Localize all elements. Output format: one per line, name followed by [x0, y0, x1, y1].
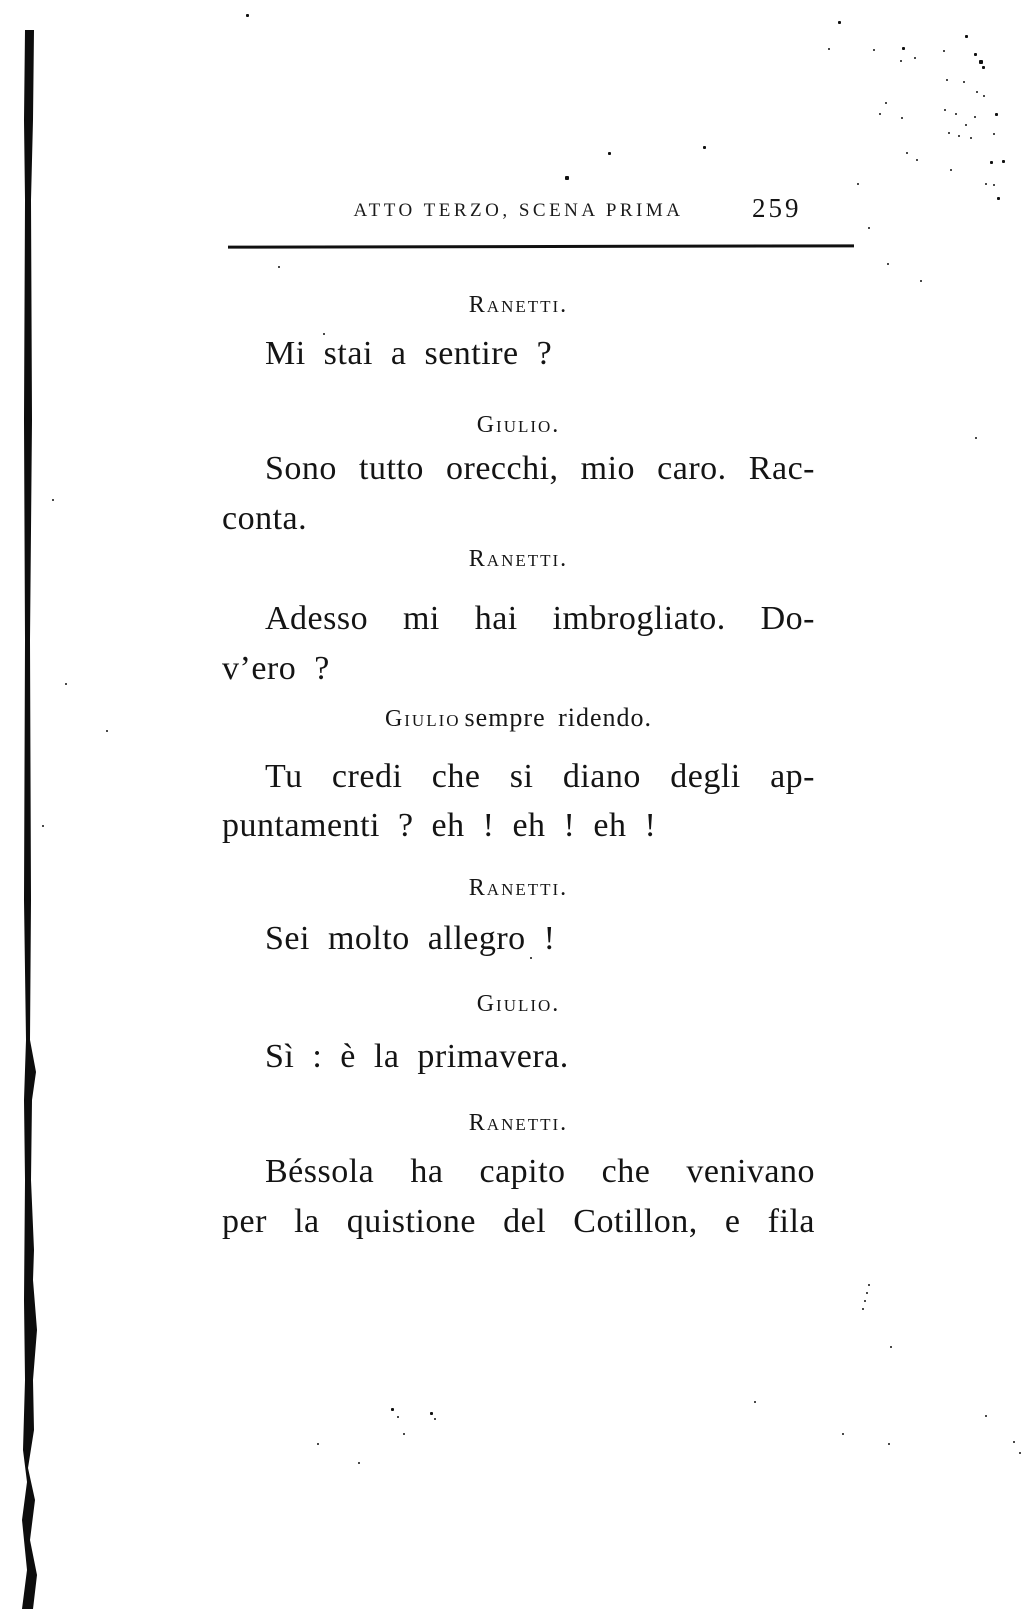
scan-speckle: [868, 1284, 870, 1286]
speaker-name: Ranetti.: [468, 875, 569, 901]
dialogue-line: conta.: [222, 500, 308, 537]
scan-speckle: [246, 14, 249, 17]
scan-speckle: [970, 137, 972, 139]
scan-speckle: [985, 1415, 987, 1417]
dialogue-line: v’ero ?: [222, 650, 330, 687]
scan-speckle: [887, 263, 889, 265]
binding-shadow: [0, 0, 60, 1609]
scan-speckle: [842, 1433, 844, 1435]
scan-speckle: [950, 169, 952, 171]
dialogue-line: Tu credi che si diano degli ap-: [265, 758, 815, 795]
scan-speckle: [866, 1292, 868, 1294]
scan-speckle: [982, 66, 985, 69]
scan-speckle: [1013, 1441, 1015, 1443]
scan-speckle: [976, 91, 978, 93]
scan-speckle: [864, 1300, 866, 1302]
page-number: 259: [752, 193, 802, 223]
scan-speckle: [1019, 1452, 1021, 1454]
scan-speckle: [608, 152, 611, 155]
scan-speckle: [323, 333, 325, 335]
scan-speckle: [890, 1346, 892, 1348]
scan-speckle: [948, 132, 950, 134]
scan-speckle: [317, 1443, 319, 1445]
scan-speckle: [862, 1308, 864, 1310]
scan-speckle: [403, 1433, 405, 1435]
dialogue-line: Adesso mi hai imbrogliato. Do-: [265, 600, 815, 637]
scan-speckle: [974, 53, 977, 56]
scan-speckle: [943, 50, 945, 52]
scan-speckle: [975, 437, 977, 439]
scan-speckle: [965, 35, 968, 38]
scan-speckle: [983, 95, 985, 97]
scan-speckle: [965, 124, 967, 126]
stage-direction-line: [222, 703, 815, 737]
running-head-title: ATTO TERZO, SCENA PRIMA: [353, 200, 684, 221]
scan-speckle: [857, 183, 859, 185]
scan-speckle: [430, 1412, 433, 1415]
scan-speckle: [754, 1401, 756, 1403]
scan-speckle: [873, 49, 875, 51]
scan-speckle: [530, 957, 532, 959]
speaker-name: Ranetti.: [468, 292, 569, 318]
scan-speckle: [828, 48, 830, 50]
scan-speckle: [974, 116, 976, 118]
scan-speckle: [106, 730, 108, 732]
scan-speckle: [993, 184, 995, 186]
scan-speckle: [879, 113, 881, 115]
scan-speckle: [868, 227, 870, 229]
dialogue-line: puntamenti ? eh ! eh ! eh !: [222, 807, 657, 844]
scan-speckle: [979, 60, 983, 64]
scan-speckle: [900, 60, 902, 62]
scan-speckle: [946, 79, 948, 81]
dialogue-line: per la quistione del Cotillon, e fila: [222, 1203, 815, 1240]
speaker-name: Giulio.: [476, 991, 561, 1017]
scan-speckle: [885, 102, 887, 104]
scan-speckle: [565, 176, 569, 180]
scan-speckle: [993, 133, 995, 135]
scan-speckle: [278, 266, 280, 268]
scan-speckle: [901, 117, 903, 119]
scan-speckle: [434, 1418, 436, 1420]
dialogue-line: Sono tutto orecchi, mio caro. Rac-: [265, 450, 815, 487]
scan-speckle: [703, 146, 706, 149]
speaker-name: Giulio.: [476, 412, 561, 438]
scan-speckle: [958, 135, 960, 137]
dialogue-line: Mi stai a sentire ?: [265, 335, 553, 372]
speaker-name: Ranetti.: [468, 546, 569, 572]
scan-speckle: [902, 47, 905, 50]
scan-speckle: [914, 57, 916, 59]
stage-direction: sempre ridendo.: [464, 703, 653, 732]
scan-speckle: [358, 1462, 360, 1464]
dialogue-line: Sì : è la primavera.: [265, 1038, 569, 1075]
scan-speckle: [397, 1416, 399, 1418]
speaker-name: Ranetti.: [468, 1110, 569, 1136]
scan-speckle: [1002, 160, 1005, 163]
scan-speckle: [995, 113, 998, 116]
scan-speckle: [997, 197, 1000, 200]
scan-speckle: [42, 825, 44, 827]
scan-speckle: [955, 113, 957, 115]
scan-speckle: [985, 183, 987, 185]
scan-speckle: [391, 1408, 394, 1411]
scan-speckle: [920, 280, 922, 282]
speaker-name: Giulio: [384, 706, 461, 732]
dialogue-line: Béssola ha capito che venivano: [265, 1153, 815, 1190]
scan-speckle: [65, 683, 67, 685]
scan-speckle: [916, 159, 918, 161]
scan-speckle: [52, 499, 54, 501]
dialogue-line: Sei molto allegro !: [265, 920, 556, 957]
scan-speckle: [906, 152, 908, 154]
header-rule: [228, 244, 854, 248]
scan-speckle: [838, 21, 841, 24]
scan-speckle: [963, 81, 965, 83]
scan-speckle: [990, 161, 993, 164]
scan-speckle: [944, 109, 946, 111]
scan-speckle: [888, 1443, 890, 1445]
